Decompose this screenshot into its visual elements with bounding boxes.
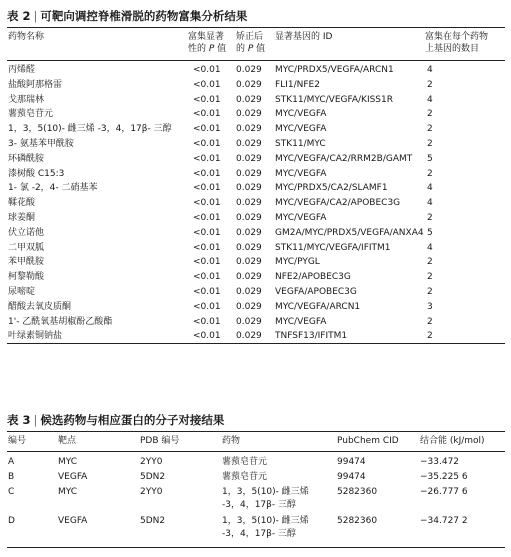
table2-cell-p: <0.01	[193, 213, 221, 223]
table2-cell-drug: 盐酸阿那格雷	[8, 79, 63, 90]
table3-cell-energy: −34.727 2	[420, 516, 468, 526]
table2-cell-adj: 0.029	[236, 316, 262, 327]
table2-cell-adj: 0.029	[236, 301, 262, 312]
table2-cell-adj: 0.029	[236, 139, 262, 149]
table2-cell-drug: 1，3，5(10)- 雌三烯 -3，4，17β- 三醇	[8, 124, 172, 135]
table2-cell-genes: MYC/VEGFA/CA2/APOBEC3G	[275, 198, 401, 209]
table3-cell-target: MYC	[58, 457, 78, 467]
table2-cell-adj: 0.029	[236, 94, 262, 105]
table3-cell-id: D	[8, 516, 15, 526]
table2-cell-drug: 球姜酮	[8, 213, 36, 223]
table2-cell-count: 4	[427, 65, 433, 75]
table2-cell-genes: MYC/VEGFA	[275, 109, 327, 120]
table2-cell-genes: VEGFA/APOBEC3G	[275, 287, 357, 297]
table2-cell-count: 3	[427, 301, 433, 312]
table2-cell-genes: FLI1/NFE2	[275, 79, 320, 90]
table2-cell-drug: 1- 氯 -2，4- 二硝基苯	[8, 183, 98, 194]
table2-header-count: 富集在每个药物 上基因的数目	[425, 32, 489, 54]
table2-cell-count: 4	[427, 242, 433, 253]
table3-cell-target: VEGFA	[58, 472, 88, 482]
table2-cell-count: 2	[427, 287, 433, 297]
table2-cell-genes: MYC/VEGFA/CA2/RRM2B/GAMT	[275, 153, 413, 164]
table2-cell-genes: MYC/PRDX5/VEGFA/ARCN1	[275, 65, 394, 75]
table2-cell-adj: 0.029	[236, 198, 262, 209]
table2-cell-count: 2	[427, 257, 433, 268]
table3-cell-energy: −35.225 6	[420, 472, 468, 482]
table2-cell-p: <0.01	[193, 301, 221, 312]
table2-cell-p: <0.01	[193, 65, 221, 75]
table2-top-rule	[7, 27, 505, 28]
table3-bottom-rule	[7, 547, 505, 548]
table2-cell-p: <0.01	[193, 183, 221, 194]
table3-label: 表 3	[7, 413, 31, 427]
table2-cell-p: <0.01	[193, 227, 221, 238]
table3-cell-cid: 99474	[337, 472, 366, 482]
table2-cell-drug: 1'- 乙酰氧基胡椒酚乙酸酯	[8, 316, 113, 327]
table2-bottom-rule	[7, 343, 505, 344]
table2-cell-adj: 0.029	[236, 79, 262, 90]
table2-cell-p: <0.01	[193, 79, 221, 90]
table3-cell-drug: 1，3，5(10)- 雌三烯	[222, 516, 309, 526]
table3-top-rule	[7, 431, 505, 432]
table2-cell-genes: STK11/MYC/VEGFA/IFITM1	[275, 242, 391, 253]
table2-cell-p: <0.01	[193, 168, 221, 179]
table3-header-target: 靶点	[58, 436, 77, 446]
table3-header-cid: PubChem CID	[337, 436, 399, 446]
table2-cell-adj: 0.029	[236, 153, 262, 164]
table3-cell-drug: 薯蓣皂苷元	[222, 472, 268, 482]
table2-cell-drug: 醋酸去氧皮质酮	[8, 301, 72, 312]
table2-cell-p: <0.01	[193, 287, 221, 297]
table3-cell-cid: 5282360	[337, 487, 378, 497]
table2-cell-drug: 二甲双胍	[8, 242, 45, 253]
table3-cell-pdb: 5DN2	[140, 472, 166, 482]
table2-cell-p: <0.01	[193, 153, 221, 164]
table2-cell-drug: 环磷酰胺	[8, 153, 45, 164]
table2-cell-p: <0.01	[193, 316, 221, 327]
table2-cell-count: 5	[427, 227, 433, 238]
table3-cell-id: A	[8, 457, 15, 467]
table3-header-id: 编号	[8, 436, 27, 446]
table2-cell-count: 2	[427, 316, 433, 327]
table2-cell-genes: MYC/VEGFA	[275, 213, 327, 223]
table3-header-energy: 结合能 (kJ/mol)	[420, 436, 485, 446]
table2-cell-genes: GM2A/MYC/PRDX5/VEGFA/ANXA4	[275, 227, 424, 238]
table2-cell-count: 2	[427, 124, 433, 135]
table2-cell-count: 2	[427, 79, 433, 90]
table2-cell-adj: 0.029	[236, 65, 262, 75]
table3-cell-drug: 1，3，5(10)- 雌三烯	[222, 487, 309, 497]
table2-cell-genes: NFE2/APOBEC3G	[275, 272, 351, 283]
table2-caption	[7, 8, 247, 24]
table2-cell-adj: 0.029	[236, 331, 262, 342]
table2-cell-p: <0.01	[193, 242, 221, 253]
table2-cell-genes: MYC/PYGL	[275, 257, 320, 268]
table3-cell-pdb: 5DN2	[140, 516, 166, 526]
table3-cell-pdb: 2YY0	[140, 487, 163, 497]
table2-header-drug: 药物名称	[8, 32, 45, 42]
table3-cell-pdb: 2YY0	[140, 457, 163, 467]
table2-cell-genes: STK11/MYC	[275, 139, 326, 149]
table3-cell-drug-line2: -3，4，17β- 三醇	[222, 500, 297, 510]
table2-cell-p: <0.01	[193, 198, 221, 209]
table2-cell-drug: 叶绿素铜钠盐	[8, 331, 63, 342]
table2-cell-drug: 3- 氨基苯甲酰胺	[8, 139, 74, 149]
table2-title: 可靶向调控脊椎滑脱的药物富集分析结果	[40, 9, 248, 23]
table2-cell-adj: 0.029	[236, 257, 262, 268]
table3-cell-energy: −26.777 6	[420, 487, 468, 497]
table2-cell-genes: STK11/MYC/VEGFA/KISS1R	[275, 94, 394, 105]
table2-cell-p: <0.01	[193, 124, 221, 135]
table3-cell-target: MYC	[58, 487, 78, 497]
table3-header-pdb: PDB 编号	[140, 436, 180, 446]
table2-cell-count: 4	[427, 94, 433, 105]
table2-cell-p: <0.01	[193, 257, 221, 268]
table2-cell-count: 2	[427, 168, 433, 179]
table2-header-p: 富集显著 性的 P 值	[188, 32, 227, 54]
table3-cell-drug: 薯蓣皂苷元	[222, 457, 268, 467]
table2-cell-drug: 尿嘧啶	[8, 287, 36, 297]
table2-cell-p: <0.01	[193, 139, 221, 149]
table2-cell-p: <0.01	[193, 331, 221, 342]
table2-cell-count: 2	[427, 109, 433, 120]
table3-cell-target: VEGFA	[58, 516, 88, 526]
table2-cell-adj: 0.029	[236, 242, 262, 253]
table2-cell-p: <0.01	[193, 94, 221, 105]
table3-caption	[7, 412, 224, 428]
table2-header-rule	[7, 60, 505, 61]
table2-cell-drug: 苯甲酰胺	[8, 257, 45, 268]
table2-cell-count: 5	[427, 153, 433, 164]
table2-cell-drug: 柯黎勒酸	[8, 272, 45, 283]
table2-cell-adj: 0.029	[236, 168, 262, 179]
table3-cell-cid: 5282360	[337, 516, 378, 526]
table2-cell-drug: 戈那瑞林	[8, 94, 45, 105]
table2-cell-drug: 丙烯醛	[8, 65, 36, 75]
table2-cell-count: 4	[427, 183, 433, 194]
table3-header-rule	[7, 451, 505, 452]
table2-cell-adj: 0.029	[236, 287, 262, 297]
table2-cell-genes: MYC/VEGFA	[275, 168, 327, 179]
table3-cell-id: B	[8, 472, 15, 482]
table2-cell-count: 2	[427, 139, 433, 149]
table3-separator: |	[33, 413, 38, 427]
table2-cell-adj: 0.029	[236, 109, 262, 120]
table2-cell-drug: 伏立诺他	[8, 227, 45, 238]
table2-cell-genes: TNFSF13/IFITM1	[275, 331, 348, 342]
table2-cell-adj: 0.029	[236, 124, 262, 135]
table2-cell-count: 2	[427, 213, 433, 223]
table2-cell-drug: 漆树酸 C15:3	[8, 168, 65, 179]
table3-cell-drug-line2: -3，4，17β- 三醇	[222, 529, 297, 539]
table2-cell-count: 4	[427, 198, 433, 209]
table2-cell-genes: MYC/VEGFA/ARCN1	[275, 301, 361, 312]
table3-cell-energy: −33.472	[420, 457, 460, 467]
table2-cell-drug: 薯蓣皂苷元	[8, 109, 54, 120]
table2-header-genes: 显著基因的 ID	[275, 32, 333, 42]
table2-cell-genes: MYC/PRDX5/CA2/SLAMF1	[275, 183, 388, 194]
table2-header-adj: 矫正后 的 P 值	[236, 32, 266, 54]
table2-cell-genes: MYC/VEGFA	[275, 316, 327, 327]
table2-label: 表 2	[7, 9, 31, 23]
table2-cell-count: 2	[427, 272, 433, 283]
table2-cell-p: <0.01	[193, 272, 221, 283]
table2-cell-adj: 0.029	[236, 183, 262, 194]
table3-cell-id: C	[8, 487, 15, 497]
table2-cell-p: <0.01	[193, 109, 221, 120]
table2-cell-genes: MYC/VEGFA	[275, 124, 327, 135]
table3-title: 候选药物与相应蛋白的分子对接结果	[40, 413, 225, 427]
table2-cell-count: 2	[427, 331, 433, 342]
table2-separator: |	[33, 9, 38, 23]
table2-cell-adj: 0.029	[236, 272, 262, 283]
table2-cell-adj: 0.029	[236, 227, 262, 238]
table2-cell-drug: 鞣花酸	[8, 198, 36, 209]
table3-cell-cid: 99474	[337, 457, 366, 467]
table2-cell-adj: 0.029	[236, 213, 262, 223]
table3-header-drug: 药物	[222, 436, 241, 446]
